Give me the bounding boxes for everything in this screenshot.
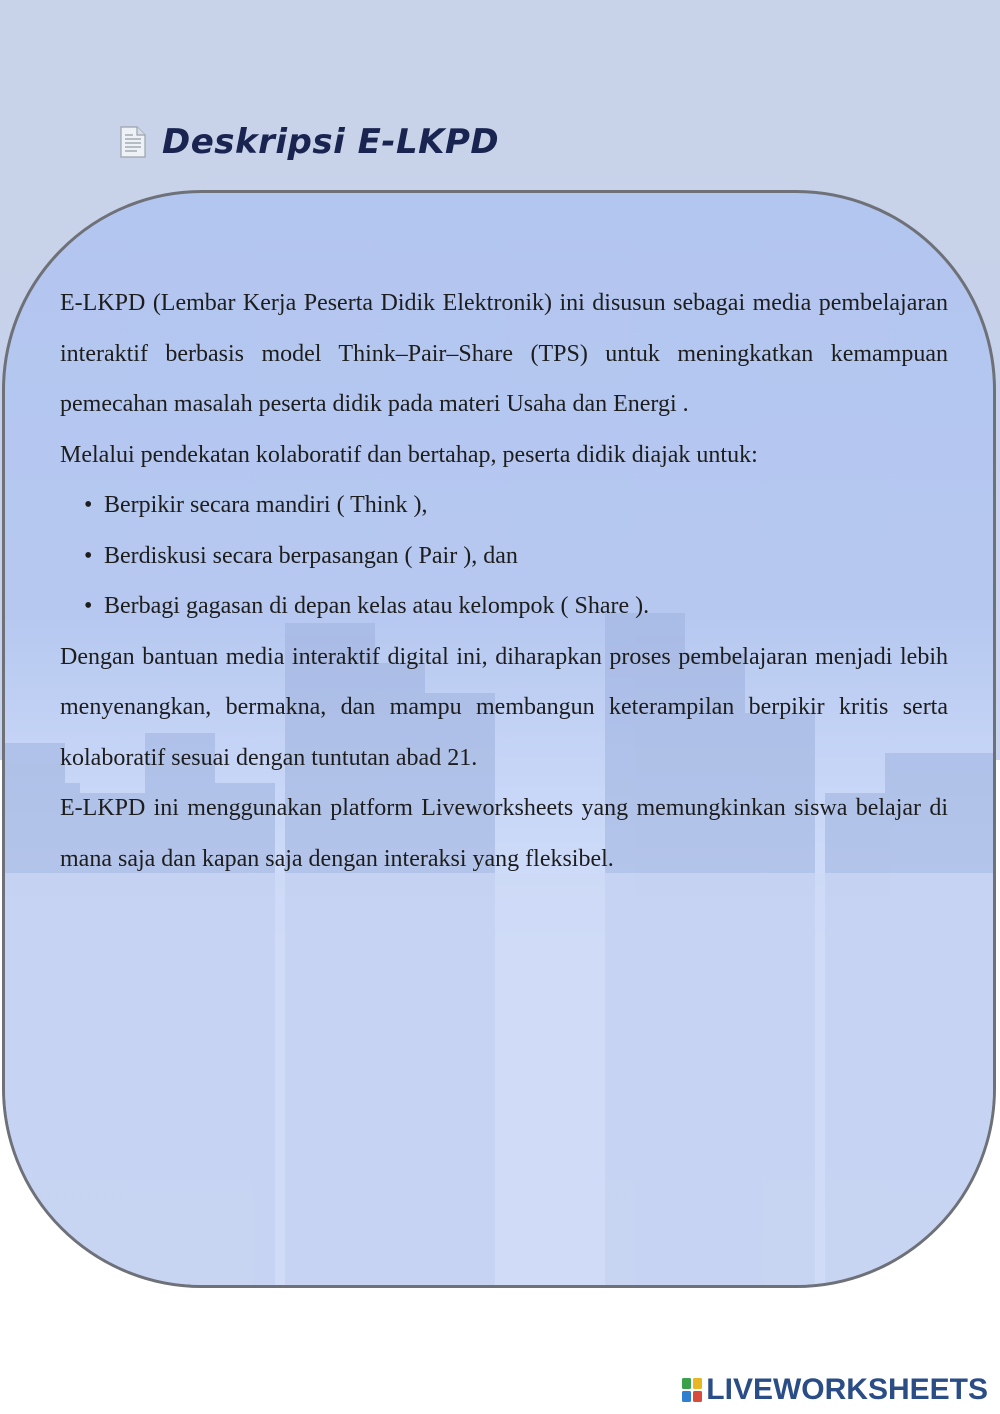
paragraph-intro: E-LKPD (Lembar Kerja Peserta Didik Elektronik) ini disusun sebagai media pembelajaran interaktif berbasis model Think–Pair–Share (TPS) untuk meningkatkan kemampuan pemecahan masalah peserta didik pada materi Usaha dan Energi .: [60, 290, 948, 417]
document-icon: [118, 125, 148, 159]
paragraph-benefits: Dengan bantuan media interaktif digital ini, diharapkan proses pembelajaran menjadi lebih menyenangkan, bermakna, dan mampu membangun keterampilan berpikir kritis serta kolaboratif sesuai dengan tuntutan abad 21.: [60, 643, 948, 771]
liveworksheets-logo-icon: [681, 1377, 703, 1403]
section-header: [118, 118, 499, 166]
liveworksheets-logo[interactable]: [681, 1374, 988, 1406]
logo-text: LIVEWORKSHEETS: [706, 1373, 988, 1406]
bullet-icon: •: [84, 542, 93, 569]
list-item: [84, 531, 948, 582]
tps-step-list: [60, 480, 948, 632]
list-item-text: Berdiskusi secara berpasangan ( Pair ), dan: [104, 542, 518, 569]
list-item: [84, 581, 948, 632]
list-item-text: Berbagi gagasan di depan kelas atau kelompok ( Share ).: [104, 593, 650, 619]
description-content: [60, 278, 948, 884]
page-title: Deskripsi E-LKPD: [162, 122, 500, 162]
list-item: [84, 480, 948, 531]
paragraph-platform: E-LKPD ini menggunakan platform Liveworksheets yang memungkinkan siswa belajar di mana saja dan kapan saja dengan interaksi yang fleksibel.: [60, 795, 948, 872]
list-item-text: Berpikir secara mandiri ( Think ),: [104, 492, 428, 518]
bullet-icon: •: [84, 593, 93, 619]
paragraph-approach: Melalui pendekatan kolaboratif dan bertahap, peserta didik diajak untuk:: [60, 441, 758, 468]
bullet-icon: •: [84, 492, 93, 518]
